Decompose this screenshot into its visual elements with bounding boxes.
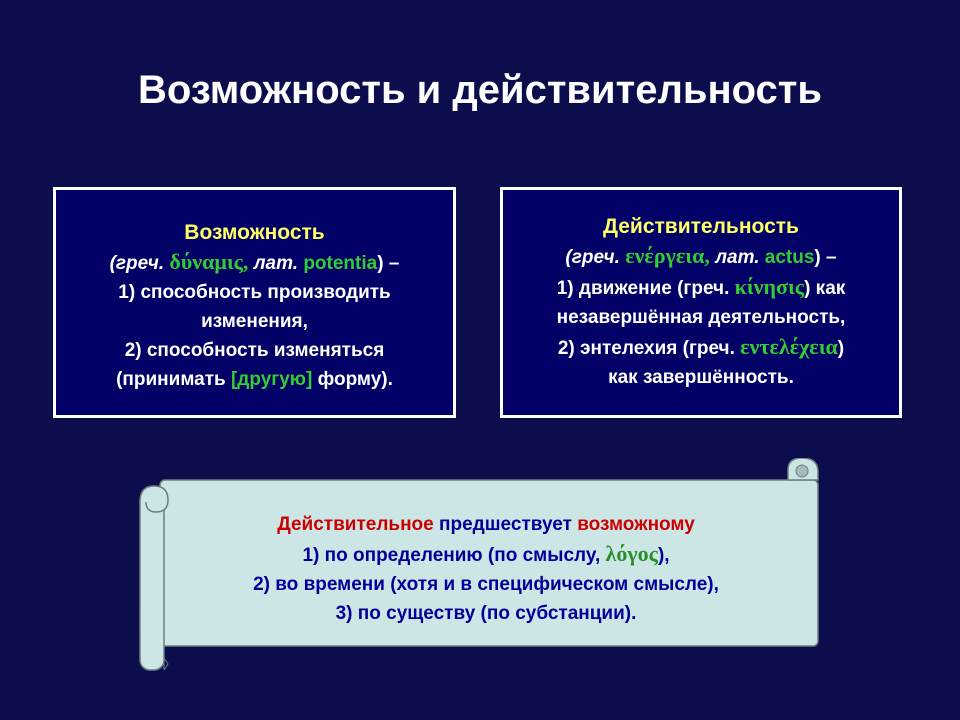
actuality-line-1 [503, 241, 899, 272]
actuality-line-2 [503, 272, 899, 303]
bracket-term: [другую] [230, 369, 313, 390]
actuality-line-4 [503, 332, 899, 363]
greek-term-dynamis: δύναμις, [169, 249, 249, 274]
possible-word: возможному [577, 514, 695, 535]
possibility-line-5 [56, 365, 453, 394]
greek-abbr: (греч. [109, 253, 165, 274]
scroll-line-3: 2) во времени (хотя и в специфическом смысле), [253, 574, 719, 595]
possibility-line-1 [56, 247, 453, 278]
actual-word: Действительное [277, 514, 434, 535]
greek-term-entelecheia: εντελέχεια [740, 334, 838, 359]
text: 1) по определению (по смыслу, [302, 545, 601, 566]
scroll-banner [138, 458, 822, 674]
actuality-heading: Действительность [603, 215, 799, 238]
actuality-line-3: незавершённая деятельность, [556, 307, 846, 328]
scroll-line-1 [168, 510, 804, 539]
actuality-line-5: как завершённость. [608, 367, 794, 388]
scroll-line-4: 3) по существу (по субстанции). [335, 603, 637, 624]
latin-abbr: лат. [715, 247, 760, 268]
greek-term-energeia: ενέργεια, [625, 243, 710, 268]
text: ) как [804, 278, 846, 299]
latin-term-actus: actus [764, 247, 815, 268]
possibility-line-3: изменения, [201, 311, 308, 332]
greek-abbr: (греч. [565, 247, 620, 268]
text: (принимать [116, 369, 226, 390]
latin-abbr: лат. [253, 253, 299, 274]
possibility-line-2: 1) способность производить [118, 282, 391, 303]
latin-term-potentia: potentia [303, 253, 378, 274]
scroll-line-2 [168, 539, 804, 570]
actuality-box [500, 187, 902, 418]
slide-title: Возможность и действительность [138, 68, 822, 112]
possibility-line-4: 2) способность изменяться [124, 340, 385, 361]
greek-term-logos: λόγος [605, 541, 658, 566]
greek-term-kinesis: κίνησις [734, 274, 805, 299]
text: форму). [317, 369, 393, 390]
possibility-heading: Возможность [184, 221, 325, 244]
text: ), [657, 545, 670, 566]
scroll-text [168, 510, 804, 628]
dash: ) – [377, 253, 400, 274]
precedes-word: предшествует [439, 514, 572, 535]
text: 1) движение (греч. [556, 278, 730, 299]
text: ) [837, 338, 845, 359]
text: 2) энтелехия (греч. [557, 338, 735, 359]
possibility-box [53, 187, 456, 418]
dash: ) – [814, 247, 837, 268]
